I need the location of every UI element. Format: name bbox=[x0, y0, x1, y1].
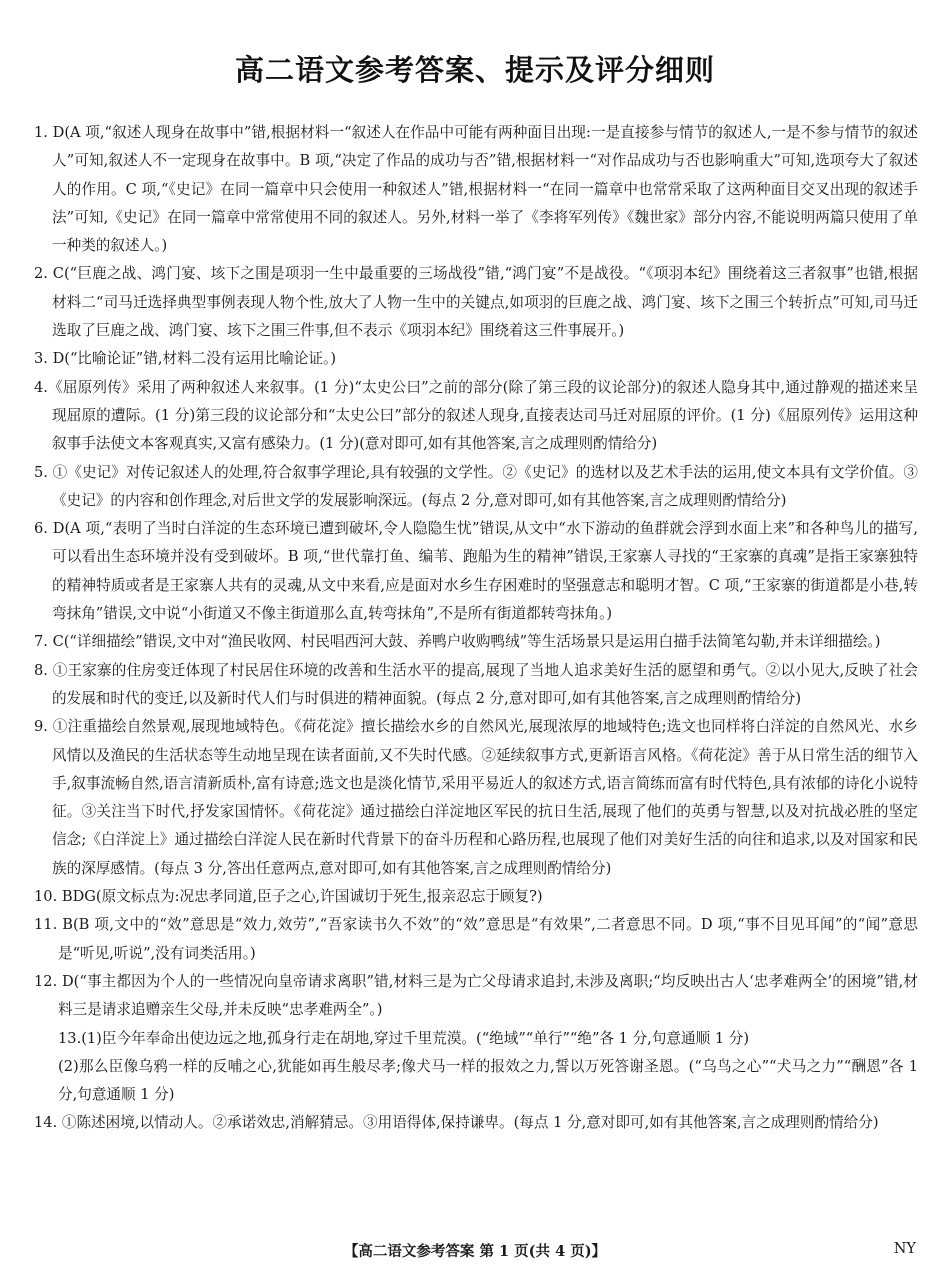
answer-item-12: 12. D(“事主都因为个人的一些情况向皇帝请求离职”错,材料三是为亡父母请求追封,未涉及离职;“均反映出古人‘忠孝难两全’的困境”错,材料三是请求追赠亲生父母,并未反映“忠孝难两全”。) bbox=[34, 972, 918, 1019]
answer-item-5: 5. ①《史记》对传记叙述人的处理,符合叙事学理论,具有较强的文学性。②《史记》的选材以及艺术手法的运用,使文本具有文学价值。③《史记》的内容和创作理念,对后世文学的发展影响深远。(每点 2 分,意对即可,如有其他答案,言之成理则酌情给分) bbox=[34, 463, 918, 509]
answer-item-4: 4.《屈原列传》采用了两种叙述人来叙事。(1 分)“太史公曰”之前的部分(除了第三段的议论部分)的叙述人隐身其中,通过静观的描述来呈现屈原的遭际。(1 分)第三段的议论部分和“太史公曰”部分的叙述人现身,直接表达司马迁对屈原的评价。(1 分)《屈原列传》运用这种叙事手法使文本客观真实,又富有感染力。(1 分)(意对即可,如有其他答案,言之成理则酌情给分) bbox=[34, 378, 918, 453]
page-footer: 【高二语文参考答案 第 1 页(共 4 页)】 bbox=[343, 1243, 607, 1260]
answer-item-8: 8. ①王家寨的住房变迁体现了村民居住环境的改善和生活水平的提高,展现了当地人追求美好生活的愿望和勇气。②以小见大,反映了社会的发展和时代的变迁,以及新时代人们与时俱进的精神面貌。(每点 2 分,意对即可,如有其他答案,言之成理则酌情给分) bbox=[34, 661, 918, 707]
answer-item-14: 14. ①陈述困境,以情动人。②承诺效忠,消解猜忌。③用语得体,保持谦卑。(每点 1 分,意对即可,如有其他答案,言之成理则酌情给分) bbox=[34, 1114, 879, 1132]
answer-item-2: 2. C(“巨鹿之战、鸿门宴、垓下之围是项羽一生中最重要的三场战役”错,“鸿门宴”不是战役。“《项羽本纪》围绕着这三者叙事”也错,根据材料二“司马迁选择典型事例表现人物个性,放大了人物一生中的关键点,如项羽的巨鹿之战、鸿门宴、垓下之围三个转折点”可知,司马迁选取了巨鹿之战、鸿门宴、垓下之围三件事,但不表示《项羽本纪》围绕着这三件事展开。) bbox=[34, 265, 918, 340]
answer-item-7: 7. C(“详细描绘”错误,文中对“渔民收网、村民唱西河大鼓、养鸭户收购鸭绒”等生活场景只是运用白描手法简笔勾勒,并未详细描绘。) bbox=[34, 633, 881, 651]
answer-list bbox=[34, 119, 918, 1138]
document-title: 高二语文参考答案、提示及评分细则 bbox=[234, 53, 715, 87]
answer-item-9: 9. ①注重描绘自然景观,展现地域特色。《荷花淀》擅长描绘水乡的自然风光,展现浓厚的地域特色;选文也同样将白洋淀的自然风光、水乡风情以及渔民的生活状态等生动地呈现在读者面前,又不失时代感。②延续叙事方式,更新语言风格。《荷花淀》善于从日常生活的细节入手,叙事流畅自然,语言清新质朴,富有诗意;选文也是淡化情节,采用平易近人的叙述方式,语言简练而富有时代特色,具有浓郁的诗化小说特征。③关注当下时代,抒发家国情怀。《荷花淀》通过描绘白洋淀地区军民的抗日生活,展现了他们的英勇与智慧,以及对抗战必胜的坚定信念;《白洋淀上》通过描绘白洋淀人民在新时代背景下的奋斗历程和心路历程,也展现了他们对美好生活的向往和追求,以及对国家和民族的深厚感情。(每点 3 分,答出任意两点,意对即可,如有其他答案,言之成理则酌情给分) bbox=[34, 718, 918, 877]
answer-item-1: 1. D(A 项,“叙述人现身在故事中”错,根据材料一“叙述人在作品中可能有两种面目出现:一是直接参与情节的叙述人,一是不参与情节的叙述人”可知,叙述人不一定现身在故事中。B 项,“决定了作品的成功与否”错,根据材料一“对作品成功与否也影响重大”可知,选项夸大了叙述人的作用。C 项,“《史记》在同一篇章中只会使用一种叙述人”错,根据材料一“在同一篇章中也常常采取了这两种面目交叉出现的叙述手法”可知,《史记》在同一篇章中常常使用不同的叙述人。另外,材料一举了《李将军列传》《魏世家》部分内容,不能说明两篇只使用了单一种类的叙述人。) bbox=[34, 124, 918, 255]
footer-code: NY bbox=[893, 1241, 916, 1257]
answer-item-6: 6. D(A 项,“表明了当时白洋淀的生态环境已遭到破坏,令人隐隐生忧”错误,从文中“水下游动的鱼群就会浮到水面上来”和各种鸟儿的描写,可以看出生态环境并没有受到破坏。B 项,“世代靠打鱼、编苇、跑船为生的精神”错误,王家寨人寻找的“王家寨的真魂”是指王家寨独特的精神特质或者是王家寨人共有的灵魂,从文中来看,应是面对水乡生存困难时的坚强意志和聪明才智。C 项,“王家寨的街道都是小巷,转弯抹角”错误,文中说“小街道又不像主街道那么直,转弯抹角”,不是所有街道都转弯抹角。) bbox=[34, 520, 918, 623]
answer-item-3: 3. D(“比喻论证”错,材料二没有运用比喻论证。) bbox=[34, 350, 337, 368]
answer-13-part-1: 13.(1)臣今年奉命出使边远之地,孤身行走在胡地,穿过千里荒漠。(“绝域”“单行”“绝”各 1 分,句意通顺 1 分) bbox=[58, 1029, 750, 1047]
answer-item-13 bbox=[34, 1025, 918, 1110]
answer-item-10: 10. BDG(原文标点为:况忠孝同道,臣子之心,许国诚切于死生,报亲忍忘于顾复?) bbox=[34, 888, 543, 906]
answer-13-part-2: (2)那么臣像乌鸦一样的反哺之心,犹能如再生般尽孝;像犬马一样的报效之力,誓以万死答谢圣恩。(“乌鸟之心”“犬马之力”“酬恩”各 1 分,句意通顺 1 分) bbox=[58, 1057, 918, 1104]
answer-item-11: 11. B(B 项,文中的“效”意思是“效力,效劳”,“吾家读书久不效”的“效”意思是“有效果”,二者意思不同。D 项,“事不目见耳闻”的“闻”意思是“听见,听说”,没有词类活用。) bbox=[34, 916, 918, 962]
